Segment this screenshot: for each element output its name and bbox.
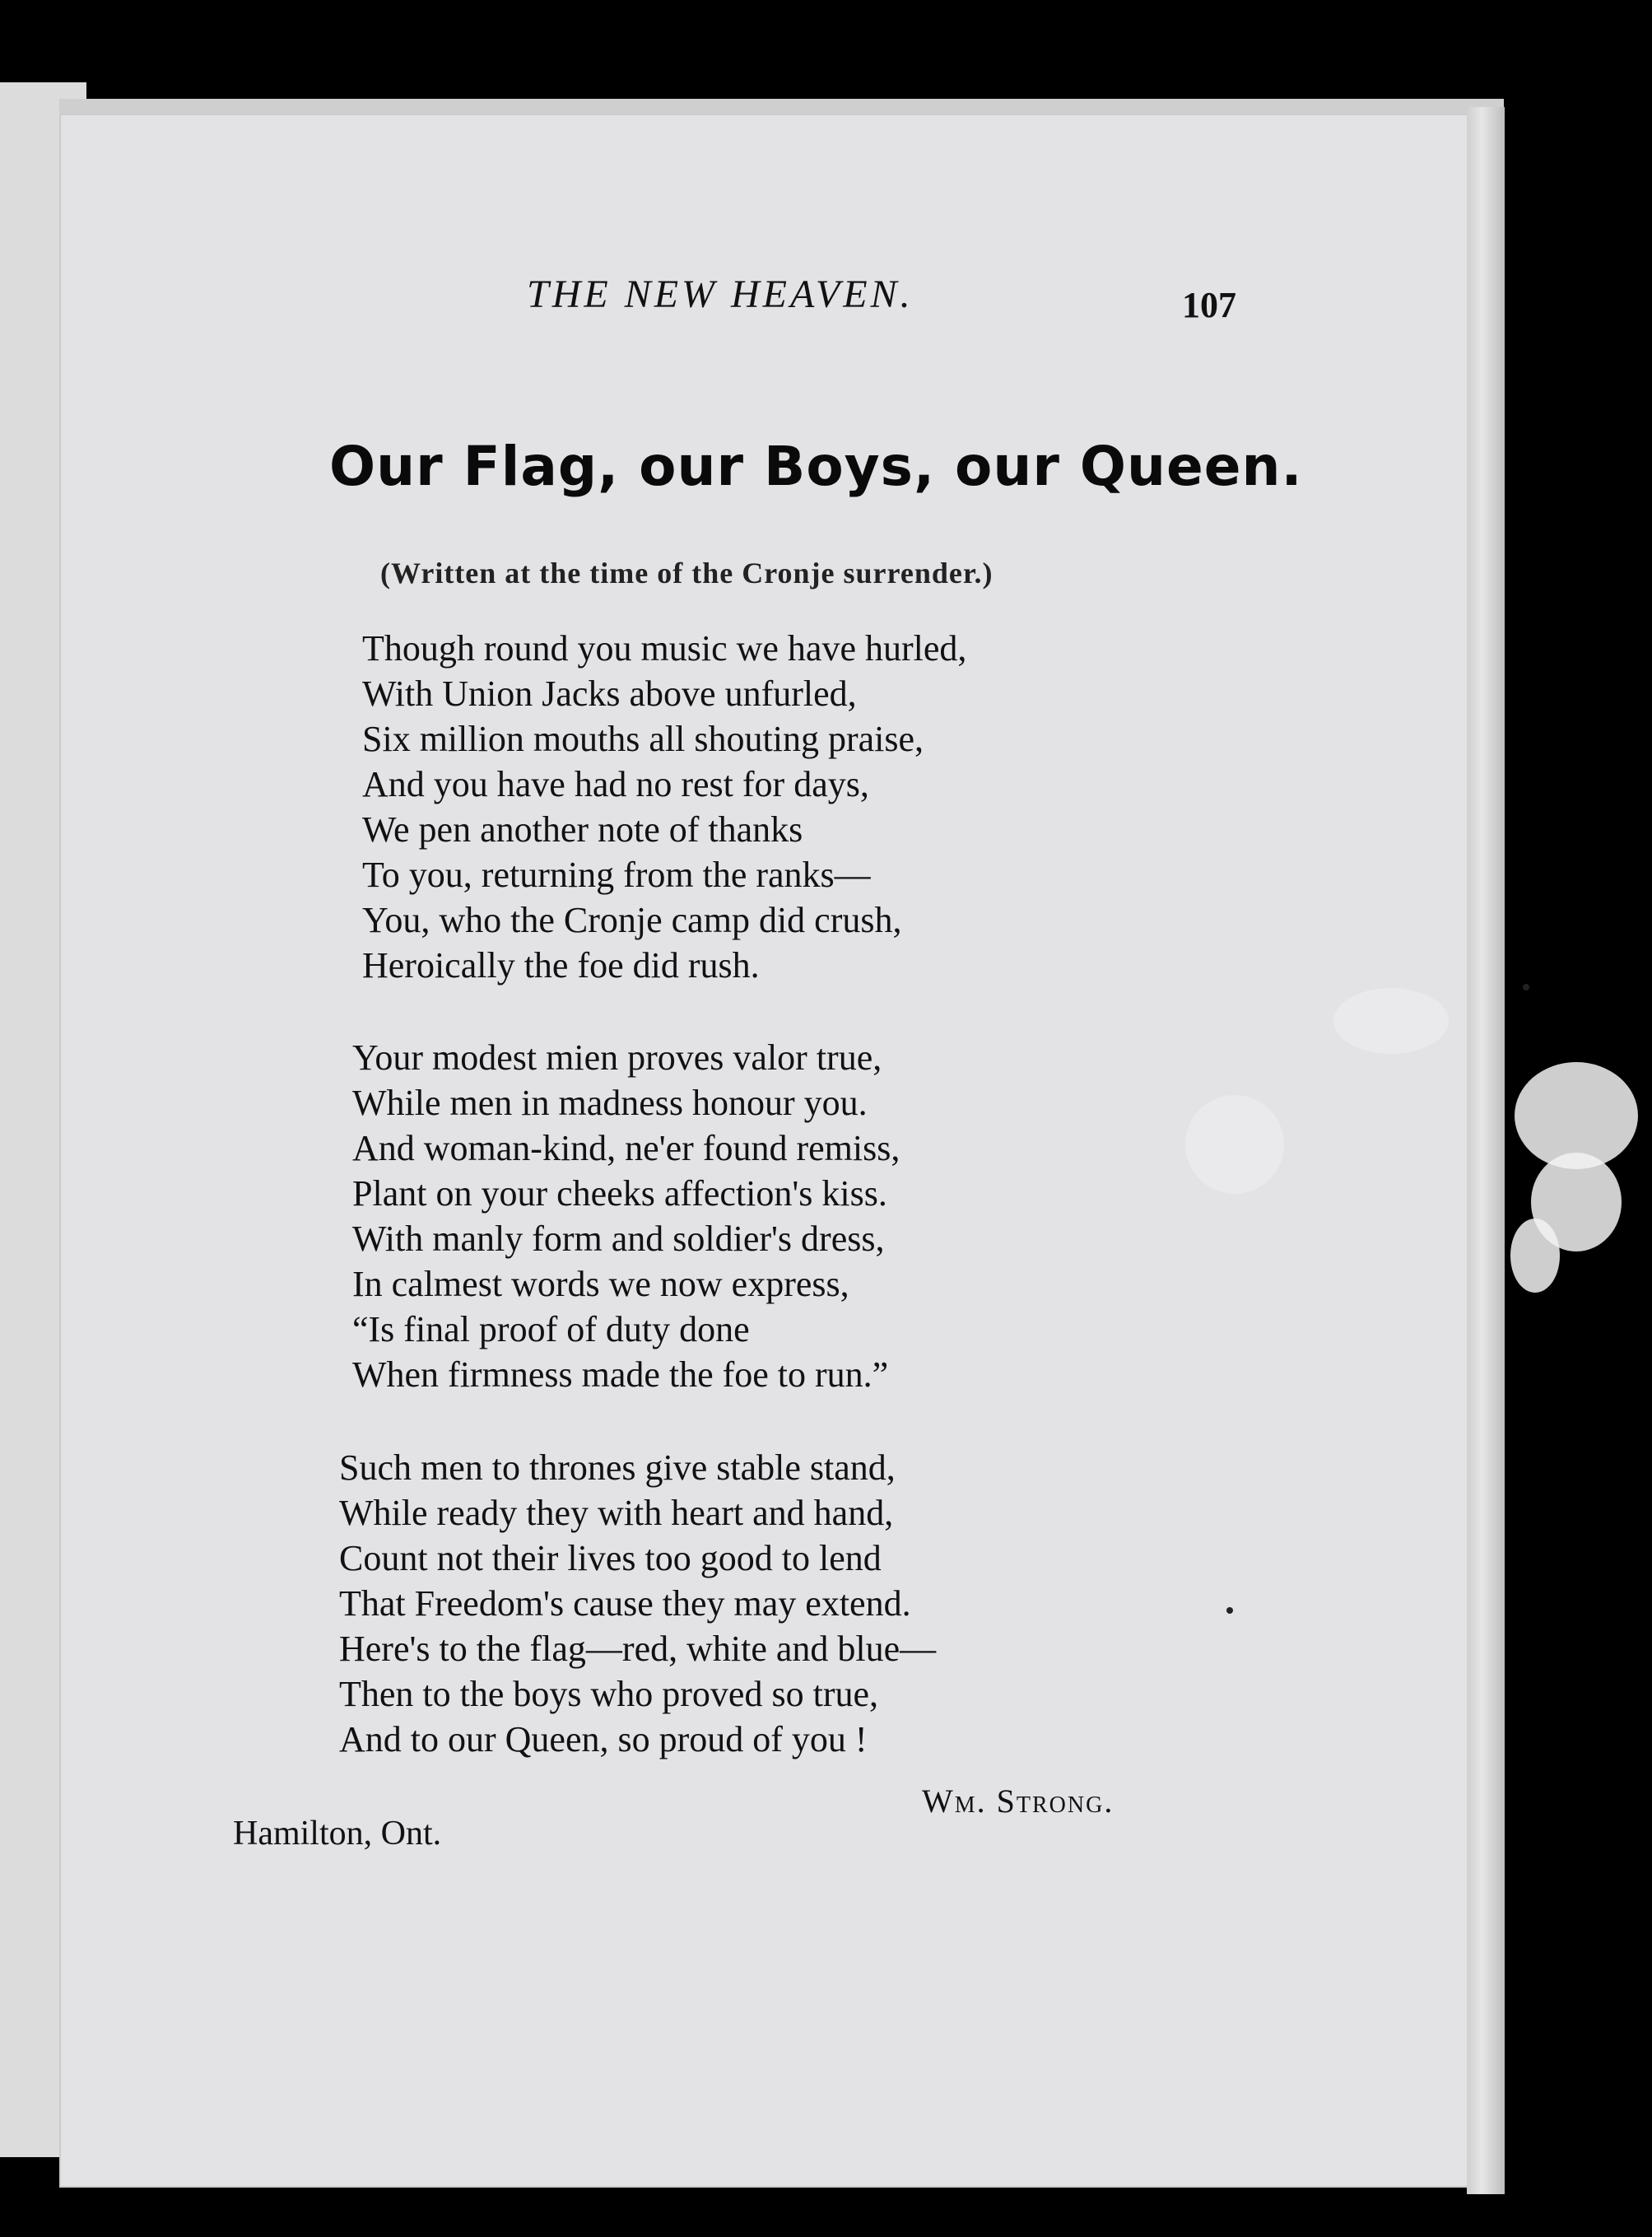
stanza-3 xyxy=(339,1445,936,1762)
poem-line: When firmness made the foe to run.” xyxy=(352,1354,889,1395)
poem-line: We pen another note of thanks xyxy=(362,809,803,850)
page-number: 107 xyxy=(1182,285,1236,325)
poem-line: In calmest words we now express, xyxy=(352,1264,849,1304)
poem-line: And to our Queen, so proud of you ! xyxy=(339,1719,868,1759)
poem-line: Here's to the flag—red, white and blue— xyxy=(339,1629,937,1669)
poem-line: Plant on your cheeks affection's kiss. xyxy=(352,1173,887,1214)
poem-line: Then to the boys who proved so true, xyxy=(339,1674,878,1714)
poem-line: That Freedom's cause they may extend. xyxy=(339,1583,911,1624)
ink-speck xyxy=(1523,984,1529,990)
poem-line: Six million mouths all shouting praise, xyxy=(362,719,924,759)
poem-line: With manly form and soldier's dress, xyxy=(352,1219,885,1259)
paper-stain xyxy=(1185,1095,1284,1194)
poem-line: While ready they with heart and hand, xyxy=(339,1493,894,1533)
paper-stain xyxy=(1510,1219,1560,1293)
poem-line: To you, returning from the ranks— xyxy=(362,855,871,895)
stanza-1 xyxy=(362,626,966,988)
poem-line: Such men to thrones give stable stand, xyxy=(339,1447,896,1488)
poem-line: Though round you music we have hurled, xyxy=(362,628,967,669)
poem-line: You, who the Cronje camp did crush, xyxy=(362,900,902,940)
poem-line: And you have had no rest for days, xyxy=(362,764,869,804)
poem-author: Wm. Strong. xyxy=(922,1783,1115,1820)
poem-place: Hamilton, Ont. xyxy=(233,1815,442,1853)
ink-speck xyxy=(1226,1607,1233,1614)
poem-line: “Is final proof of duty done xyxy=(352,1309,750,1349)
poem-title: Our Flag, our Boys, our Queen. xyxy=(329,435,1303,498)
stanza-2 xyxy=(352,1035,900,1397)
poem-line: Your modest mien proves valor true, xyxy=(352,1037,882,1078)
page-right-edge xyxy=(1467,107,1505,2194)
poem-line: While men in madness honour you. xyxy=(352,1083,868,1123)
poem-line: Heroically the foe did rush. xyxy=(362,945,760,986)
poem-subtitle: (Written at the time of the Cronje surrender.) xyxy=(380,557,994,590)
paper-stain xyxy=(1333,988,1449,1054)
running-head: THE NEW HEAVEN. xyxy=(527,273,914,316)
poem-line: With Union Jacks above unfurled, xyxy=(362,673,857,714)
poem-line: Count not their lives too good to lend xyxy=(339,1538,882,1578)
poem-line: And woman-kind, ne'er found remiss, xyxy=(352,1128,900,1168)
